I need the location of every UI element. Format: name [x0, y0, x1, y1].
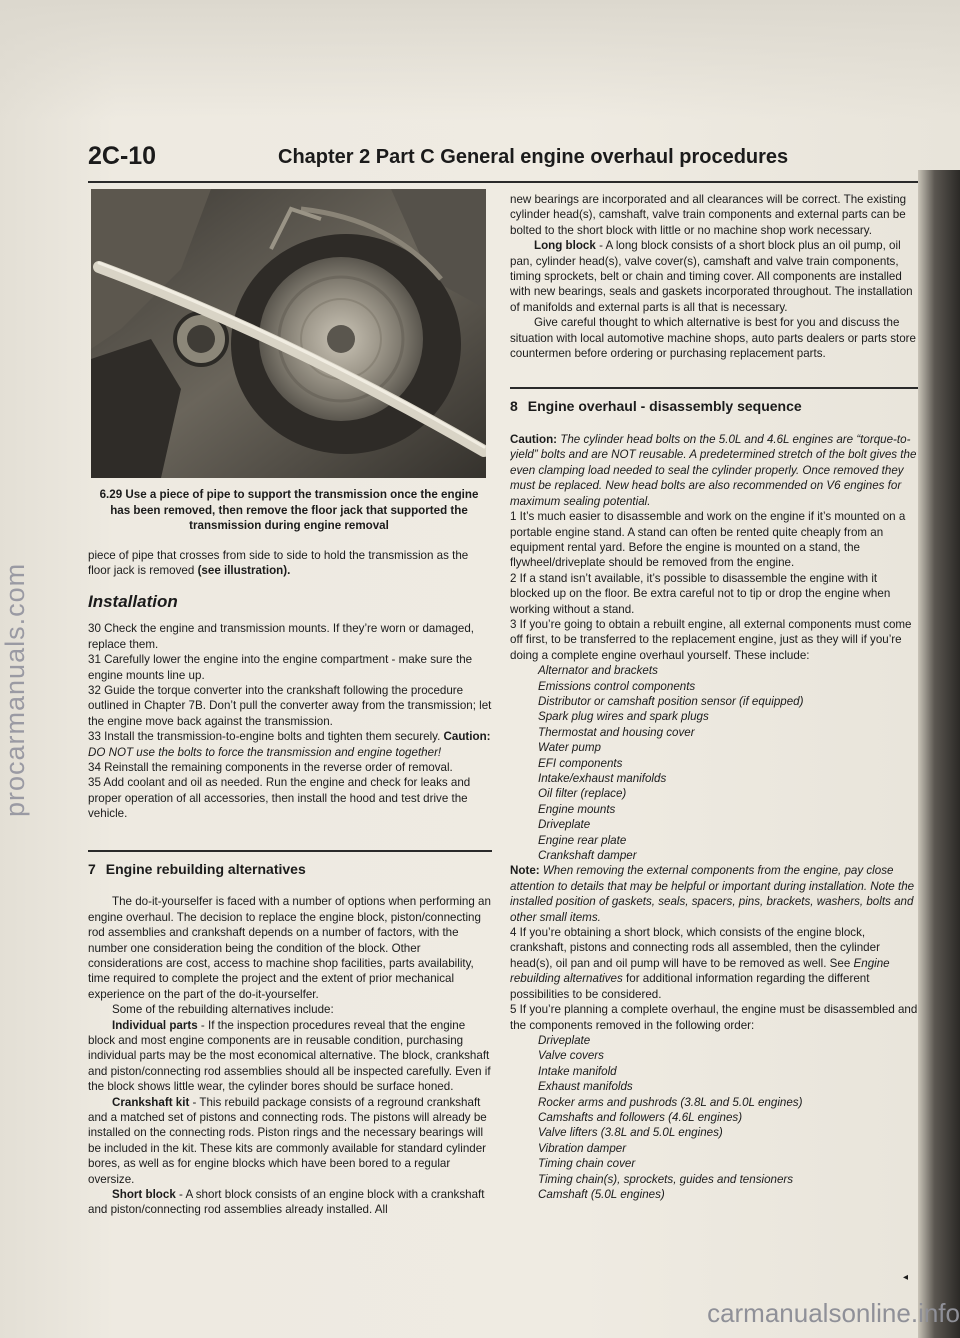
section-8-step-5: 5 If you’re planning a complete overhaul, the engine must be disassembled and the components removed in the following order: — [510, 1003, 918, 1032]
section-8-number: 8 — [510, 398, 518, 415]
section-8-rule — [510, 387, 918, 389]
short-block-text: - A short block consists of an engine block with a crankshaft and piston/connecting rod assemblies already installed. All — [88, 1188, 485, 1217]
list-item: Driveplate — [538, 818, 591, 832]
section-8-step-2: 2 If a stand isn’t available, it’s possible to disassemble the engine with it blocked up on the floor. Be extra careful not to tip or drop the engine when working without a stand. — [510, 571, 891, 616]
step-33-caution-label: Caution: — [443, 730, 491, 744]
step-35: 35 Add coolant and oil as needed. Run the engine and check for leaks and proper operation of all accessories, then install the hood and test drive the vehicle. — [88, 776, 471, 821]
long-block-paragraph — [510, 238, 918, 315]
section-8-note-label: Note: — [510, 864, 540, 878]
crankshaft-kit-text: - This rebuild package consists of a reground crankshaft and a matched set of pistons and connecting rods. The pistons will already be installed on the connecting rods. Piston rings and the necessary bearings will be included in the kit. These kits are commonly available for standard cylinder bores, as well as for engine blocks which have been bored to a regular oversize. — [88, 1095, 487, 1186]
section-8-note — [510, 863, 918, 925]
header-rule — [88, 181, 918, 183]
section-7-some: Some of the rebuilding alternatives include: — [112, 1003, 334, 1017]
list-item: Intake/exhaust manifolds — [538, 772, 667, 786]
section-8-title — [510, 397, 918, 416]
list-item: Timing chain cover — [538, 1157, 636, 1171]
section-8-step-4 — [510, 925, 918, 1002]
section-7-rule — [88, 850, 492, 852]
list-item: Rocker arms and pushrods (3.8L and 5.0L engines) — [538, 1095, 803, 1109]
intro-text: piece of pipe that crosses from side to side to hold the transmission as the floor jack is removed — [88, 549, 469, 578]
figure-caption: 6.29 Use a piece of pipe to support the transmission once the engine has been removed, then remove the floor jack that supported the transmission during engine removal — [99, 488, 479, 533]
disassembly-order-list — [510, 1033, 918, 1202]
page-number: 2C-10 — [88, 142, 157, 170]
crankshaft-kit-paragraph — [88, 1095, 492, 1187]
short-block-paragraph — [88, 1187, 492, 1218]
step-4-text-b: for additional information regarding the different possibilities to be considered. — [510, 972, 870, 1001]
step-31: 31 Carefully lower the engine into the engine compartment - make sure the engine mounts line up. — [88, 653, 473, 682]
step-30: 30 Check the engine and transmission mounts. If they’re worn or damaged, replace them. — [88, 622, 475, 651]
list-item: Driveplate — [538, 1033, 591, 1047]
step-4-reference: Engine rebuilding alternatives — [510, 956, 890, 986]
list-item: Engine rear plate — [538, 833, 627, 847]
top-shadow — [0, 0, 960, 120]
list-item: Valve lifters (3.8L and 5.0L engines) — [538, 1126, 723, 1140]
section-7-title-text: Engine rebuilding alternatives — [105, 860, 306, 877]
step-33-caution-text: DO NOT use the bolts to force the transmission and engine together! — [88, 745, 442, 759]
list-item: Oil filter (replace) — [538, 787, 627, 801]
section-7 — [88, 850, 492, 1218]
chapter-title: Chapter 2 Part C General engine overhaul procedures — [278, 146, 789, 168]
installation-heading: Installation — [88, 591, 178, 611]
list-item: Engine mounts — [538, 802, 616, 816]
step-32: 32 Guide the torque converter into the crankshaft following the procedure outlined in Chapter 7B. Don’t pull the converter away from the transmission; let the engine move back against the transmission. — [88, 684, 492, 728]
step-33 — [88, 729, 492, 760]
section-8-step-1: 1 It’s much easier to disassemble and work on the engine if it’s mounted on a portable engine stand. A stand can often be rented quite cheaply from an equipment rental yard. Before the engine is mounted on a stand, the flywheel/driveplate should be removed from the engine. — [510, 510, 906, 570]
list-item: Crankshaft damper — [538, 849, 637, 863]
list-item: EFI components — [538, 756, 623, 770]
list-item: Camshaft (5.0L engines) — [538, 1187, 665, 1201]
step-4-text-a: 4 If you’re obtaining a short block, which consists of the engine block, crankshaft, pistons and connecting rods all assembled, then the cylinder head(s), oil pan and oil pump will have to be removed as well. See — [510, 926, 880, 970]
individual-parts-text: - If the inspection procedures reveal that the engine block and most engine components are in reusable condition, purchasing individual parts may be the most economical alternative. The block, crankshaft and piston/connecting rod assemblies should all be inspected carefully. Even if the block shows little wear, the cylinder bores should be surface honed. — [88, 1018, 491, 1094]
list-item: Timing chain(s), sprockets, guides and tensioners — [538, 1172, 794, 1186]
side-watermark: procarmanuals.com — [0, 562, 30, 818]
list-item: Valve covers — [538, 1049, 604, 1063]
section-8-caution — [510, 432, 918, 509]
external-components-list — [510, 663, 918, 863]
left-column — [88, 548, 492, 1218]
section-8-note-text: When removing the external components from the engine, pay close attention to details that may be helpful or important during installation. Note the installed position of gaskets, seals, spacers, pins, brackets, washers, bolts and other small items. — [510, 864, 915, 924]
short-block-label: Short block — [112, 1188, 176, 1202]
long-block-label: Long block — [534, 239, 596, 253]
section-7-number: 7 — [88, 860, 96, 877]
illustration-reference: (see illustration). — [197, 564, 291, 578]
advice-paragraph: Give careful thought to which alternative is best for you and discuss the situation with local automotive machine shops, auto parts dealers or parts store countermen before ordering or purchasing replacement parts. — [510, 316, 916, 361]
transmission-photo-illustration — [91, 189, 486, 478]
list-item: Intake manifold — [538, 1064, 617, 1078]
bottom-watermark: carmanualsonline.info — [707, 1298, 960, 1328]
step-34: 34 Reinstall the remaining components in the reverse order of removal. — [88, 761, 453, 775]
crankshaft-kit-label: Crankshaft kit — [112, 1095, 190, 1109]
list-item: Spark plug wires and spark plugs — [538, 710, 709, 724]
long-block-text: - A long block consists of a short block plus an oil pump, oil pan, cylinder head(s), valve cover(s), camshaft and valve train components, timing sprockets, belt or chain and timing cover. All components are installed with new bearings, seals and gaskets incorporated throughout. The installation of manifolds and external parts is all that is necessary. — [510, 239, 913, 314]
list-item: Emissions control components — [538, 679, 696, 693]
section-8 — [510, 387, 918, 1202]
list-item: Alternator and brackets — [538, 664, 658, 678]
section-8-title-text: Engine overhaul - disassembly sequence — [527, 398, 802, 415]
page-header — [88, 142, 918, 182]
list-item: Camshafts and followers (4.6L engines) — [538, 1110, 743, 1124]
list-item: Vibration damper — [538, 1141, 627, 1155]
list-item: Water pump — [538, 741, 601, 755]
list-item: Exhaust manifolds — [538, 1080, 633, 1094]
individual-parts-paragraph — [88, 1018, 492, 1095]
step-33-text: 33 Install the transmission-to-engine bolts and tighten them securely. — [88, 730, 441, 744]
transmission-photo — [91, 189, 486, 478]
list-item: Distributor or camshaft position sensor (if equipped) — [538, 694, 804, 708]
list-item: Thermostat and housing cover — [538, 725, 695, 739]
section-8-caution-text: The cylinder head bolts on the 5.0L and 4.6L engines are “torque-to-yield” bolts and are NOT reusable. A predetermined stretch of the bolt gives the even clamping load needed to seal the cylinder properly. Once removed they must be replaced. New head bolts are also recommended on V6 engines for maximum sealing potential. — [510, 433, 917, 508]
end-mark-icon: ◂ — [903, 1272, 909, 1283]
section-8-step-3: 3 If you’re going to obtain a rebuilt engine, all external components must come off first, to be transferred to the replacement engine, just as they will if you’re doing a complete engine overhaul yourself. These include: — [510, 617, 912, 662]
continued-paragraph: new bearings are incorporated and all clearances will be correct. The existing cylinder head(s), camshaft, valve train components and external parts can be bolted to the short block with little or no machine shop work necessary. — [510, 193, 907, 237]
individual-parts-label: Individual parts — [112, 1018, 198, 1032]
section-7-title — [88, 860, 492, 879]
section-8-caution-label: Caution: — [510, 433, 558, 447]
section-7-intro: The do-it-yourselfer is faced with a number of options when performing an engine overhaul. The decision to replace the engine block, piston/connecting rod assemblies and crankshaft depends on a number of factors, with the number one consideration being the condition of the block. Other considerations are cost, access to machine shop facilities, parts availability, time required to complete the project and the extent of prior mechanical experience on the part of the do-it-yourselfer. — [88, 895, 491, 1001]
right-column — [510, 192, 918, 1202]
intro-paragraph — [88, 548, 492, 579]
page-binding-edge — [918, 170, 960, 1338]
